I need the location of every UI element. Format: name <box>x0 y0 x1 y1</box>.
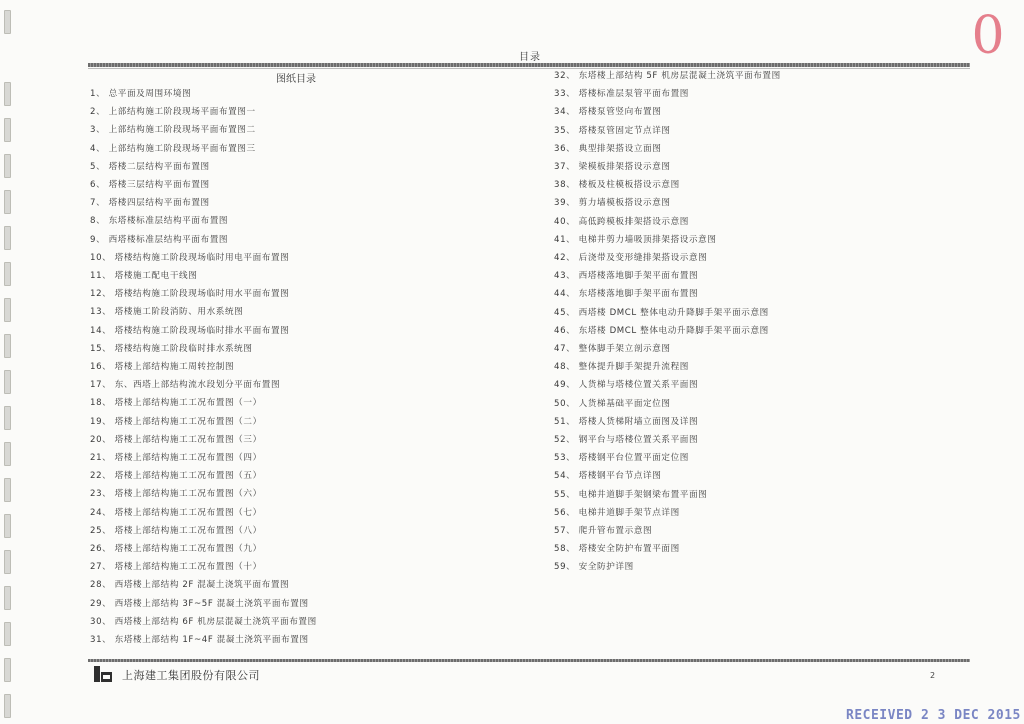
toc-item: 22、 塔楼上部结构施工工况布置图（五） <box>90 471 262 482</box>
toc-item: 26、 塔楼上部结构施工工况布置图（九） <box>90 544 262 554</box>
toc-item: 47、 整体脚手架立剖示意图 <box>554 344 671 354</box>
toc-item: 55、 电梯井道脚手架钢梁布置平面图 <box>554 489 708 500</box>
toc-item: 38、 楼板及柱模板搭设示意图 <box>554 180 680 191</box>
toc-item: 46、 东塔楼 DMCL 整体电动升降脚手架平面示意图 <box>554 325 769 336</box>
toc-item: 23、 塔楼上部结构施工工况布置图（六） <box>90 489 262 500</box>
toc-item: 49、 人货梯与塔楼位置关系平面图 <box>554 380 699 391</box>
toc-item: 27、 塔楼上部结构施工工况布置图（十） <box>90 562 262 573</box>
toc-item: 10、 塔楼结构施工阶段现场临时用电平面布置图 <box>90 252 290 263</box>
header-divider-thin <box>88 68 970 69</box>
toc-item: 43、 西塔楼落地脚手架平面布置图 <box>554 271 699 282</box>
toc-item: 34、 塔楼泵管竖向布置图 <box>554 107 662 118</box>
toc-item: 32、 东塔楼上部结构 5F 机房层混凝土浇筑平面布置图 <box>554 71 781 81</box>
toc-item: 1、 总平面及周围环境图 <box>90 89 192 99</box>
toc-item: 50、 人货梯基础平面定位图 <box>554 398 671 409</box>
toc-item: 29、 西塔楼上部结构 3F~5F 混凝土浇筑平面布置图 <box>90 598 309 609</box>
toc-item: 45、 西塔楼 DMCL 整体电动升降脚手架平面示意图 <box>554 307 769 318</box>
toc-item: 42、 后浇带及变形缝排架搭设示意图 <box>554 253 708 263</box>
toc-item: 21、 塔楼上部结构施工工况布置图（四） <box>90 453 262 463</box>
binder-hole <box>4 694 11 718</box>
toc-item: 9、 西塔楼标准层结构平面布置图 <box>90 234 229 245</box>
binder-strip <box>0 0 14 724</box>
binder-hole <box>4 298 11 322</box>
toc-item: 40、 高低跨模板排架搭设示意图 <box>554 216 689 227</box>
binder-hole <box>4 586 11 610</box>
list-title: 图纸目录 <box>276 74 316 85</box>
binder-hole <box>4 262 11 286</box>
toc-item: 48、 整体提升脚手架提升流程图 <box>554 362 689 373</box>
toc-item: 54、 塔楼钢平台节点详图 <box>554 471 662 482</box>
toc-item: 11、 塔楼施工配电干线图 <box>90 271 198 281</box>
toc-item: 30、 西塔楼上部结构 6F 机房层混凝土浇筑平面布置图 <box>90 616 317 627</box>
toc-item: 5、 塔楼二层结构平面布置图 <box>90 161 210 172</box>
toc-item: 18、 塔楼上部结构施工工况布置图（一） <box>90 398 262 409</box>
toc-item: 39、 剪力墙模板搭设示意图 <box>554 198 671 209</box>
toc-item: 52、 钢平台与塔楼位置关系平面图 <box>554 435 699 445</box>
binder-hole <box>4 442 11 466</box>
toc-item: 20、 塔楼上部结构施工工况布置图（三） <box>90 434 262 445</box>
toc-item: 31、 东塔楼上部结构 1F~4F 混凝土浇筑平面布置图 <box>90 635 309 645</box>
header-divider <box>88 63 970 67</box>
binder-hole <box>4 154 11 178</box>
toc-item: 14、 塔楼结构施工阶段现场临时排水平面布置图 <box>90 325 290 336</box>
binder-hole <box>4 190 11 214</box>
toc-item: 24、 塔楼上部结构施工工况布置图（七） <box>90 507 262 518</box>
binder-hole <box>4 118 11 142</box>
company-name: 上海建工集团股份有限公司 <box>122 669 260 682</box>
toc-item: 56、 电梯井道脚手架节点详图 <box>554 507 680 518</box>
toc-item: 25、 塔楼上部结构施工工况布置图（八） <box>90 525 262 536</box>
toc-item: 59、 安全防护详图 <box>554 562 634 573</box>
binder-hole <box>4 406 11 430</box>
binder-hole <box>4 514 11 538</box>
toc-item: 6、 塔楼三层结构平面布置图 <box>90 180 210 190</box>
binder-hole <box>4 622 11 646</box>
toc-item: 35、 塔楼泵管固定节点详图 <box>554 125 671 136</box>
toc-item: 53、 塔楼钢平台位置平面定位图 <box>554 453 689 464</box>
toc-item: 15、 塔楼结构施工阶段临时排水系统图 <box>90 343 253 354</box>
binder-hole <box>4 334 11 358</box>
toc-item: 44、 东塔楼落地脚手架平面布置图 <box>554 289 699 300</box>
toc-item: 58、 塔楼安全防护布置平面图 <box>554 544 680 555</box>
toc-item: 17、 东、西塔上部结构流水段划分平面布置图 <box>90 380 281 391</box>
toc-item: 28、 西塔楼上部结构 2F 混凝土浇筑平面布置图 <box>90 580 290 591</box>
binder-hole <box>4 226 11 250</box>
binder-hole <box>4 10 11 34</box>
toc-item: 37、 梁模板排架搭设示意图 <box>554 162 671 172</box>
toc-item: 2、 上部结构施工阶段现场平面布置图一 <box>90 107 256 118</box>
page-number: 2 <box>930 671 936 680</box>
toc-item: 19、 塔楼上部结构施工工况布置图（二） <box>90 416 262 427</box>
binder-hole <box>4 370 11 394</box>
company-logo-icon <box>94 666 112 682</box>
toc-item: 8、 东塔楼标准层结构平面布置图 <box>90 216 229 227</box>
toc-item: 13、 塔楼施工阶段消防、用水系统图 <box>90 307 244 318</box>
toc-item: 16、 塔楼上部结构施工周转控制图 <box>90 362 235 372</box>
received-stamp: RECEIVED 2 3 DEC 2015 <box>846 708 1021 723</box>
binder-hole <box>4 550 11 574</box>
toc-item: 41、 电梯井剪力墙吸顶排架搭设示意图 <box>554 234 717 245</box>
toc-item: 57、 爬升管布置示意图 <box>554 526 653 536</box>
toc-item: 12、 塔楼结构施工阶段现场临时用水平面布置图 <box>90 289 290 300</box>
toc-item: 7、 塔楼四层结构平面布置图 <box>90 198 210 209</box>
toc-item: 4、 上部结构施工阶段现场平面布置图三 <box>90 143 256 154</box>
toc-item: 51、 塔楼人货梯附墙立面图及详图 <box>554 416 699 427</box>
footer-divider <box>88 659 970 662</box>
toc-item: 3、 上部结构施工阶段现场平面布置图二 <box>90 125 256 136</box>
toc-item: 36、 典型排架搭设立面图 <box>554 143 662 154</box>
binder-hole <box>4 658 11 682</box>
toc-item: 33、 塔楼标准层泵管平面布置图 <box>554 89 689 100</box>
binder-hole <box>4 82 11 106</box>
corner-mark: 0 <box>971 6 1005 66</box>
page-title: 目录 <box>519 52 541 63</box>
binder-hole <box>4 478 11 502</box>
